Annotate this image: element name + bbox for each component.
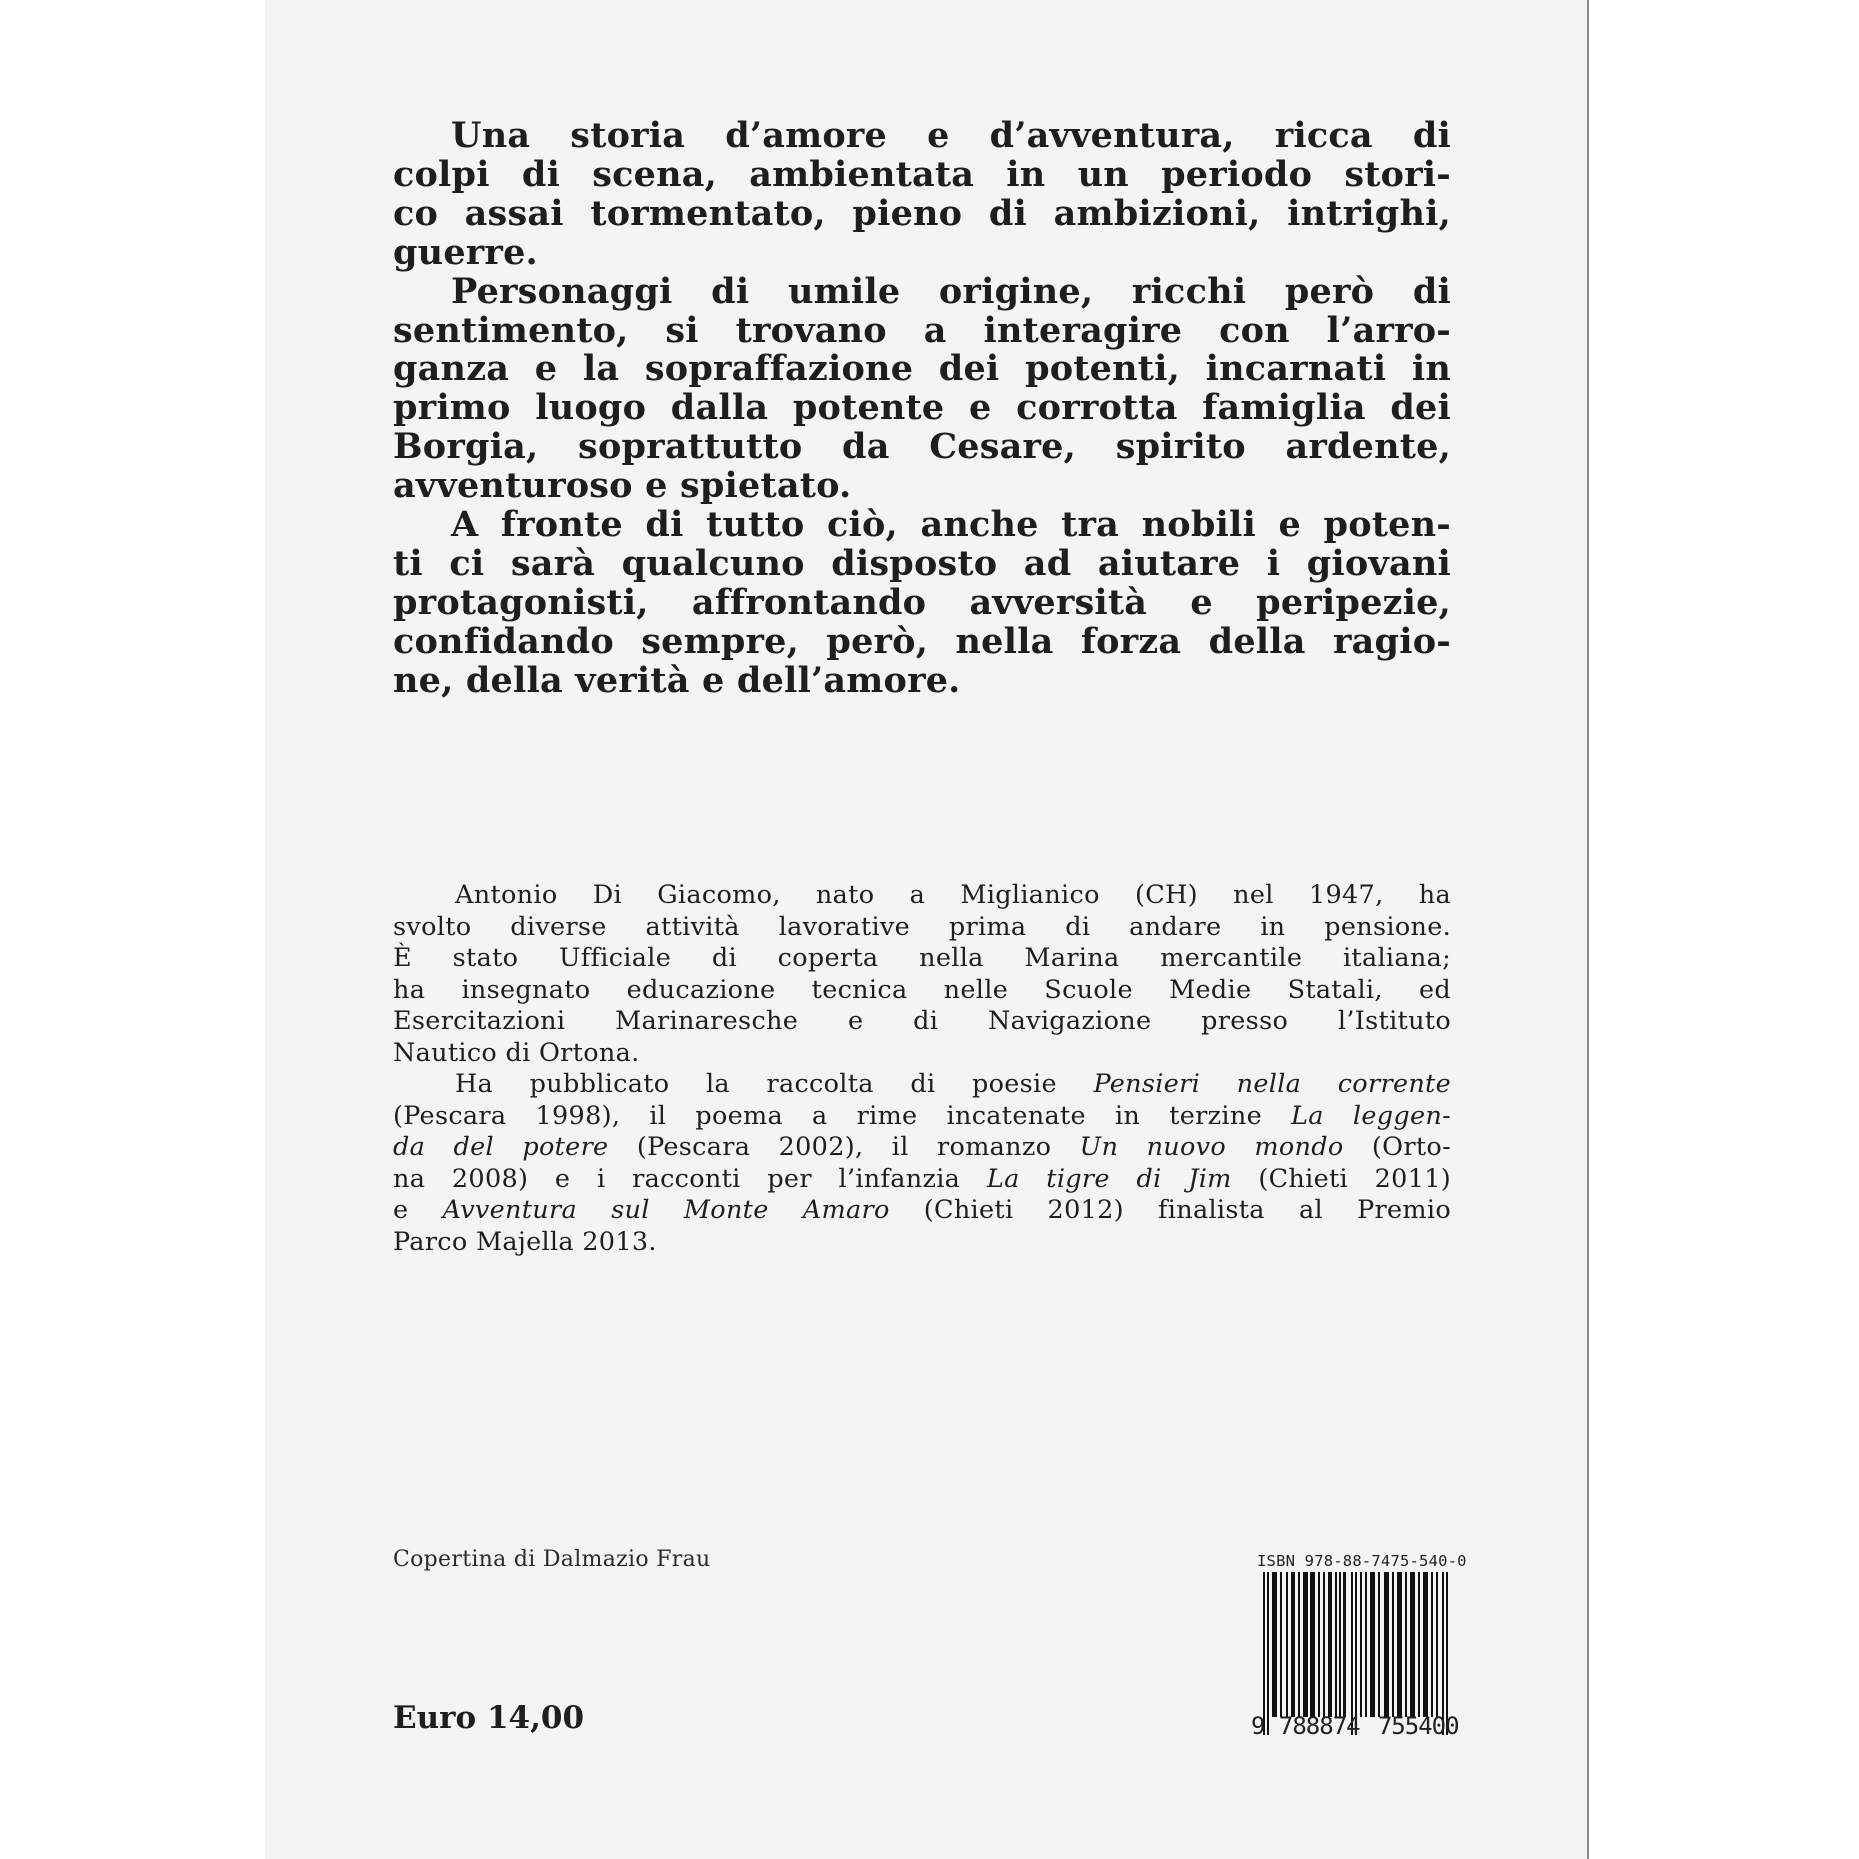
text-line: Nautico di Ortona. (393, 1037, 640, 1068)
text-line: ne, della verità e dell’amore. (393, 659, 961, 701)
text-line (393, 1101, 1451, 1133)
text-span: na 2008) e i racconti per l’infanzia (393, 1163, 987, 1194)
barcode-icon (1263, 1572, 1449, 1735)
text-line: Borgia, soprattutto da Cesare, spirito ardente, (393, 426, 1451, 468)
text-span: e (393, 1195, 443, 1225)
text-line: Esercitazioni Marinaresche e di Navigazione presso l’Istituto (393, 1006, 1451, 1036)
text-line: Antonio Di Giacomo, nato a Miglianico (CH) nel 1947, ha (455, 880, 1451, 910)
bio-paragraph-1 (393, 880, 1451, 1069)
text-line (393, 1069, 1451, 1101)
text-line: sentimento, si trovano a interagire con l’arro- (393, 309, 1451, 351)
text-line (393, 1132, 1451, 1164)
text-line: È stato Ufficiale di coperta nella Marina mercantile italiana; (393, 943, 1451, 973)
text-line: ti ci sarà qualcuno disposto ad aiutare i giovani (393, 542, 1451, 584)
text-line: primo luogo dalla potente e corrotta famiglia dei (393, 387, 1451, 429)
text-line: guerre. (393, 231, 538, 273)
blurb-paragraph-2 (393, 270, 1451, 507)
text-line: Una storia d’amore e d’avventura, ricca di (451, 115, 1451, 156)
text-line: confidando sempre, però, nella forza della ragio- (393, 620, 1451, 662)
book-title-pensieri: Pensieri nella corrente (1093, 1069, 1451, 1099)
text-line: avventuroso e spietato. (393, 465, 852, 507)
text-span: Ha pubblicato la raccolta di poesie (455, 1069, 1094, 1099)
text-line: co assai tormentato, pieno di ambizioni, intrighi, (393, 192, 1451, 234)
text-span: (Chieti 2012) finalista al Premio (889, 1195, 1451, 1225)
book-title-monte-amaro: Avventura sul Monte Amaro (442, 1195, 890, 1225)
ean-right-digits: 755400 (1377, 1712, 1459, 1740)
text-line (393, 1195, 1451, 1227)
book-title-leggenda-cont: da del potere (393, 1132, 609, 1162)
ean-left-digits: 788874 (1278, 1712, 1360, 1740)
author-bio (393, 880, 1451, 1258)
text-line: ganza e la sopraffazione dei potenti, incarnati in (393, 348, 1451, 390)
isbn-barcode (1251, 1552, 1467, 1742)
text-span: (Pescara 2002), il romanzo (608, 1132, 1080, 1162)
price-label: Euro 14,00 (393, 1700, 585, 1736)
text-line: colpi di scena, ambientata in un periodo stori- (393, 153, 1451, 195)
ean-digits (1251, 1712, 1464, 1740)
book-title-leggenda: La leggen- (1291, 1100, 1451, 1131)
text-span: (Orto- (1343, 1132, 1451, 1162)
ean-first-digit: 9 (1251, 1712, 1264, 1740)
text-span: (Chieti 2011) (1231, 1163, 1451, 1194)
text-line: Parco Majella 2013. (393, 1226, 657, 1257)
text-line: svolto diverse attività lavorative prima di andare in pensione. (393, 911, 1451, 942)
isbn-label: ISBN 978-88-7475-540-0 (1257, 1552, 1467, 1570)
text-line: A fronte di tutto ciò, anche tra nobili e poten- (451, 504, 1451, 546)
text-line (393, 1164, 1451, 1196)
blurb-paragraph-1 (393, 117, 1451, 273)
text-line: Personaggi di umile origine, ricchi però di (451, 270, 1451, 312)
cover-credit: Copertina di Dalmazio Frau (393, 1547, 711, 1572)
text-line: ha insegnato educazione tecnica nelle Scuole Medie Statali, ed (393, 974, 1451, 1005)
blurb-text (393, 117, 1451, 701)
text-line: protagonisti, affrontando avversità e peripezie, (393, 581, 1451, 623)
text-span: (Pescara 1998), il poema a rime incatenate in terzine (393, 1100, 1292, 1131)
book-title-nuovo-mondo: Un nuovo mondo (1079, 1132, 1344, 1162)
bio-paragraph-2 (393, 1069, 1451, 1258)
blurb-paragraph-3 (393, 506, 1451, 701)
book-title-tigre-di-jim: La tigre di Jim (986, 1163, 1232, 1194)
